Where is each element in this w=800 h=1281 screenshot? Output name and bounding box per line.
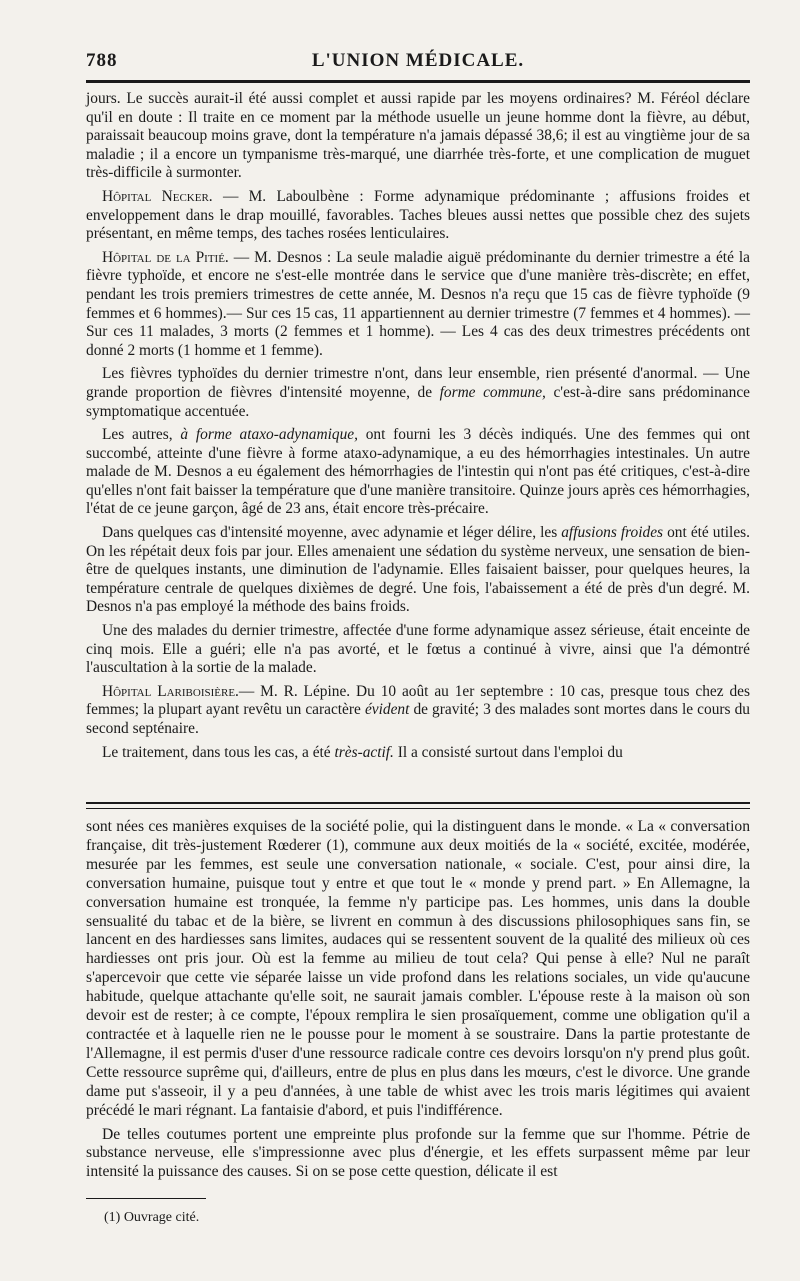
section-divider-thin — [86, 808, 750, 809]
footnote: (1) Ouvrage cité. — [104, 1210, 200, 1225]
hospital-name: Hôpital Necker. — [102, 187, 213, 205]
hospital-name: Hôpital de la Pitié. — [102, 248, 229, 266]
report-text: ont fourni les 3 décès indiqués. Une des femmes qui ont succombé, atteinte d'une fièvre à forme ataxo-adynamique, a eu des hémorrhagies intestinales. Un autre malade de M. Desnos a eu également des hémorrhagies de l'intestin qui n'ont pas été critiques, c'est-à-dire qu'elles n'ont fait baisser la température que d'une manière transitoire. Quinze jours après ces hémorrhagies, l'état de ce jeune garçon, âgé de 23 ans, était encore très-précaire. — [86, 426, 750, 518]
clinical-report-section — [86, 90, 750, 767]
report-text: — M. Desnos : La seule maladie aiguë prédominante du dernier trimestre a été la fièvre typhoïde, et encore ne s'est-elle montrée dans le service que d'une manière très-discrète; en effet, pendant les trois premiers trimestres de cette année, M. Desnos n'a reçu que 15 cas de fièvre typhoïde (9 femmes et 6 hommes).— Sur ces 15 cas, 11 appartiennent au dernier trimestre (7 femmes et 4 hommes). — Sur ces 11 malades, 3 morts (2 femmes et 1 homme). — Les 4 cas des deux trimestres précédents ont donné 2 morts (1 homme et 1 femme). — [86, 248, 750, 359]
report-text: c'est-à-dire sans prédominance symptomatique accentuée. — [86, 383, 750, 420]
report-paragraph — [86, 426, 750, 519]
feuilleton-paragraph: De telles coutumes portent une empreinte plus profonde sur la femme que sur l'homme. Pétrie de substance nerveuse, elle s'impressionne avec plus d'énergie, et les effets surpassent même par leur intensité la puissance des causes. Si on se pose cette question, délicate il est — [86, 1125, 750, 1181]
page-header — [86, 46, 750, 76]
report-paragraph: Une des malades du dernier trimestre, affectée d'une forme adynamique assez sérieuse, était enceinte de cinq mois. Elle a guéri; elle n'a pas avorté, et le fœtus a continué à vivre, ainsi que l'a démontré l'auscultation à la sortie de la malade. — [86, 622, 750, 677]
report-text: Les autres, — [102, 426, 181, 444]
italic-term: très-actif. — [334, 743, 394, 761]
report-text: Dans quelques cas d'intensité moyenne, avec adynamie et léger délire, les — [102, 524, 562, 542]
report-paragraph-pitie — [86, 249, 750, 361]
hospital-name: Hôpital Lariboisière. — [102, 682, 239, 700]
running-title: L'UNION MÉDICALE. — [311, 50, 525, 71]
italic-term: à forme ataxo-adynamique, — [180, 426, 358, 444]
report-paragraph — [86, 365, 750, 421]
report-text: — M. R. Lépine. Du 10 août au 1er septembre : 10 cas, presque tous chez des femmes; la plupart ayant revêtu un caractère — [86, 682, 750, 719]
report-text: Les fièvres typhoïdes du dernier trimestre n'ont, dans leur ensemble, rien présenté d'anormal. — Une grande proportion de fièvres d'intensité moyenne, de — [86, 365, 750, 401]
report-paragraph — [86, 524, 750, 617]
italic-term: évident — [364, 701, 410, 719]
report-text: de gravité; 3 des malades sont mortes dans le cours du second septénaire. — [86, 701, 750, 737]
report-paragraph — [86, 744, 750, 763]
report-paragraph-lariboisiere — [86, 683, 750, 739]
report-text: ont été utiles. On les répétait deux fois par jour. Elles amenaient une sédation du système nerveux, une sensation de bien-être de quelques instants, une diminution de l'adynamie. Elles faisaient baisser, pour quelques heures, la température centrale de quelques dixièmes de degré. Une fois, l'abaissement a été de près d'un degré. M. Desnos n'a pas employé la méthode des bains froids. — [86, 524, 750, 616]
report-text: Il a consisté surtout dans l'emploi du — [393, 743, 623, 761]
header-rule — [86, 80, 750, 83]
report-text: — M. Laboulbène : Forme adynamique prédominante ; affusions froides et enveloppement dans le drap mouillé, favorables. Taches bleues aussi nettes que possible chez des sujets présentant, en même temps, des taches rosées lenticulaires. — [86, 187, 750, 243]
feuilleton-paragraph: sont nées ces manières exquises de la société polie, qui la distinguent dans le monde. « La « conversation française, dit très-justement Rœderer (1), commune aux deux moitiés de la « société, excitée, modérée, mesurée par les femmes, est seule une conversation nationale, « sociale. C'est, pour ainsi dire, la conversation humaine, puisque tout y entre et que tout le « monde y prend part. » En Allemagne, la conversation humaine est tronquée, la femme n'y participe pas. Les hommes, unis dans la double sensualité du tabac et de la bière, se livrent en commun à des discussions philosophiques sans fin, se lancent en des hardiesses sans limites, audaces qui se ressentent souvent de la qualité des milieux où ces hardiesses ont pris jour. Où est la femme au milieu de tout cela? Qui pense à elle? Nul ne paraît s'apercevoir que cette vie séparée laisse un vide profond dans les relations sociales, un vide qu'aucune habitude, quelque attachante qu'elle soit, ne saurait jamais combler. L'épouse reste à la maison où son devoir est de rester; à ce compte, l'époux remplira le sien prosaïquement, comme une obligation qu'il a contractée et à laquelle rien ne le pousse pour le moment à se soustraire. Dans la partie protestante de l'Allemagne, il est permis d'user d'une ressource radicale contre ces devoirs lorsqu'on n'y prend plus goût. Cette ressource suprême qui, d'ailleurs, entre de plus en plus dans les mœurs, c'est le divorce. Une grande dame put s'asseoir, il y a peu d'années, à une table de whist avec les trois maris légitimes qui avaient précédé le mari régnant. La fantaisie d'abord, et puis l'indifférence. — [86, 818, 750, 1119]
section-divider — [86, 802, 750, 804]
page-number: 788 — [86, 50, 118, 71]
italic-term: affusions froides — [561, 524, 664, 542]
footnote-rule — [86, 1198, 206, 1199]
report-paragraph-necker — [86, 188, 750, 244]
report-paragraph: jours. Le succès aurait-il été aussi complet et aussi rapide par les moyens ordinaires? M. Féréol déclare qu'il en doute : Il traite en ce moment par la méthode usuelle un jeune homme dont la fièvre, au début, paraissait beaucoup moins grave, dont la température n'a jamais dépassé 38,6; il est au vingtième jour de sa maladie ; il a encore un tympanisme très-marqué, une diarrhée très-forte, et une complication de muguet très-difficile à surmonter. — [86, 90, 750, 182]
italic-term: forme commune, — [439, 383, 546, 401]
feuilleton-section — [86, 818, 750, 1187]
report-text: Le traitement, dans tous les cas, a été — [102, 743, 335, 761]
